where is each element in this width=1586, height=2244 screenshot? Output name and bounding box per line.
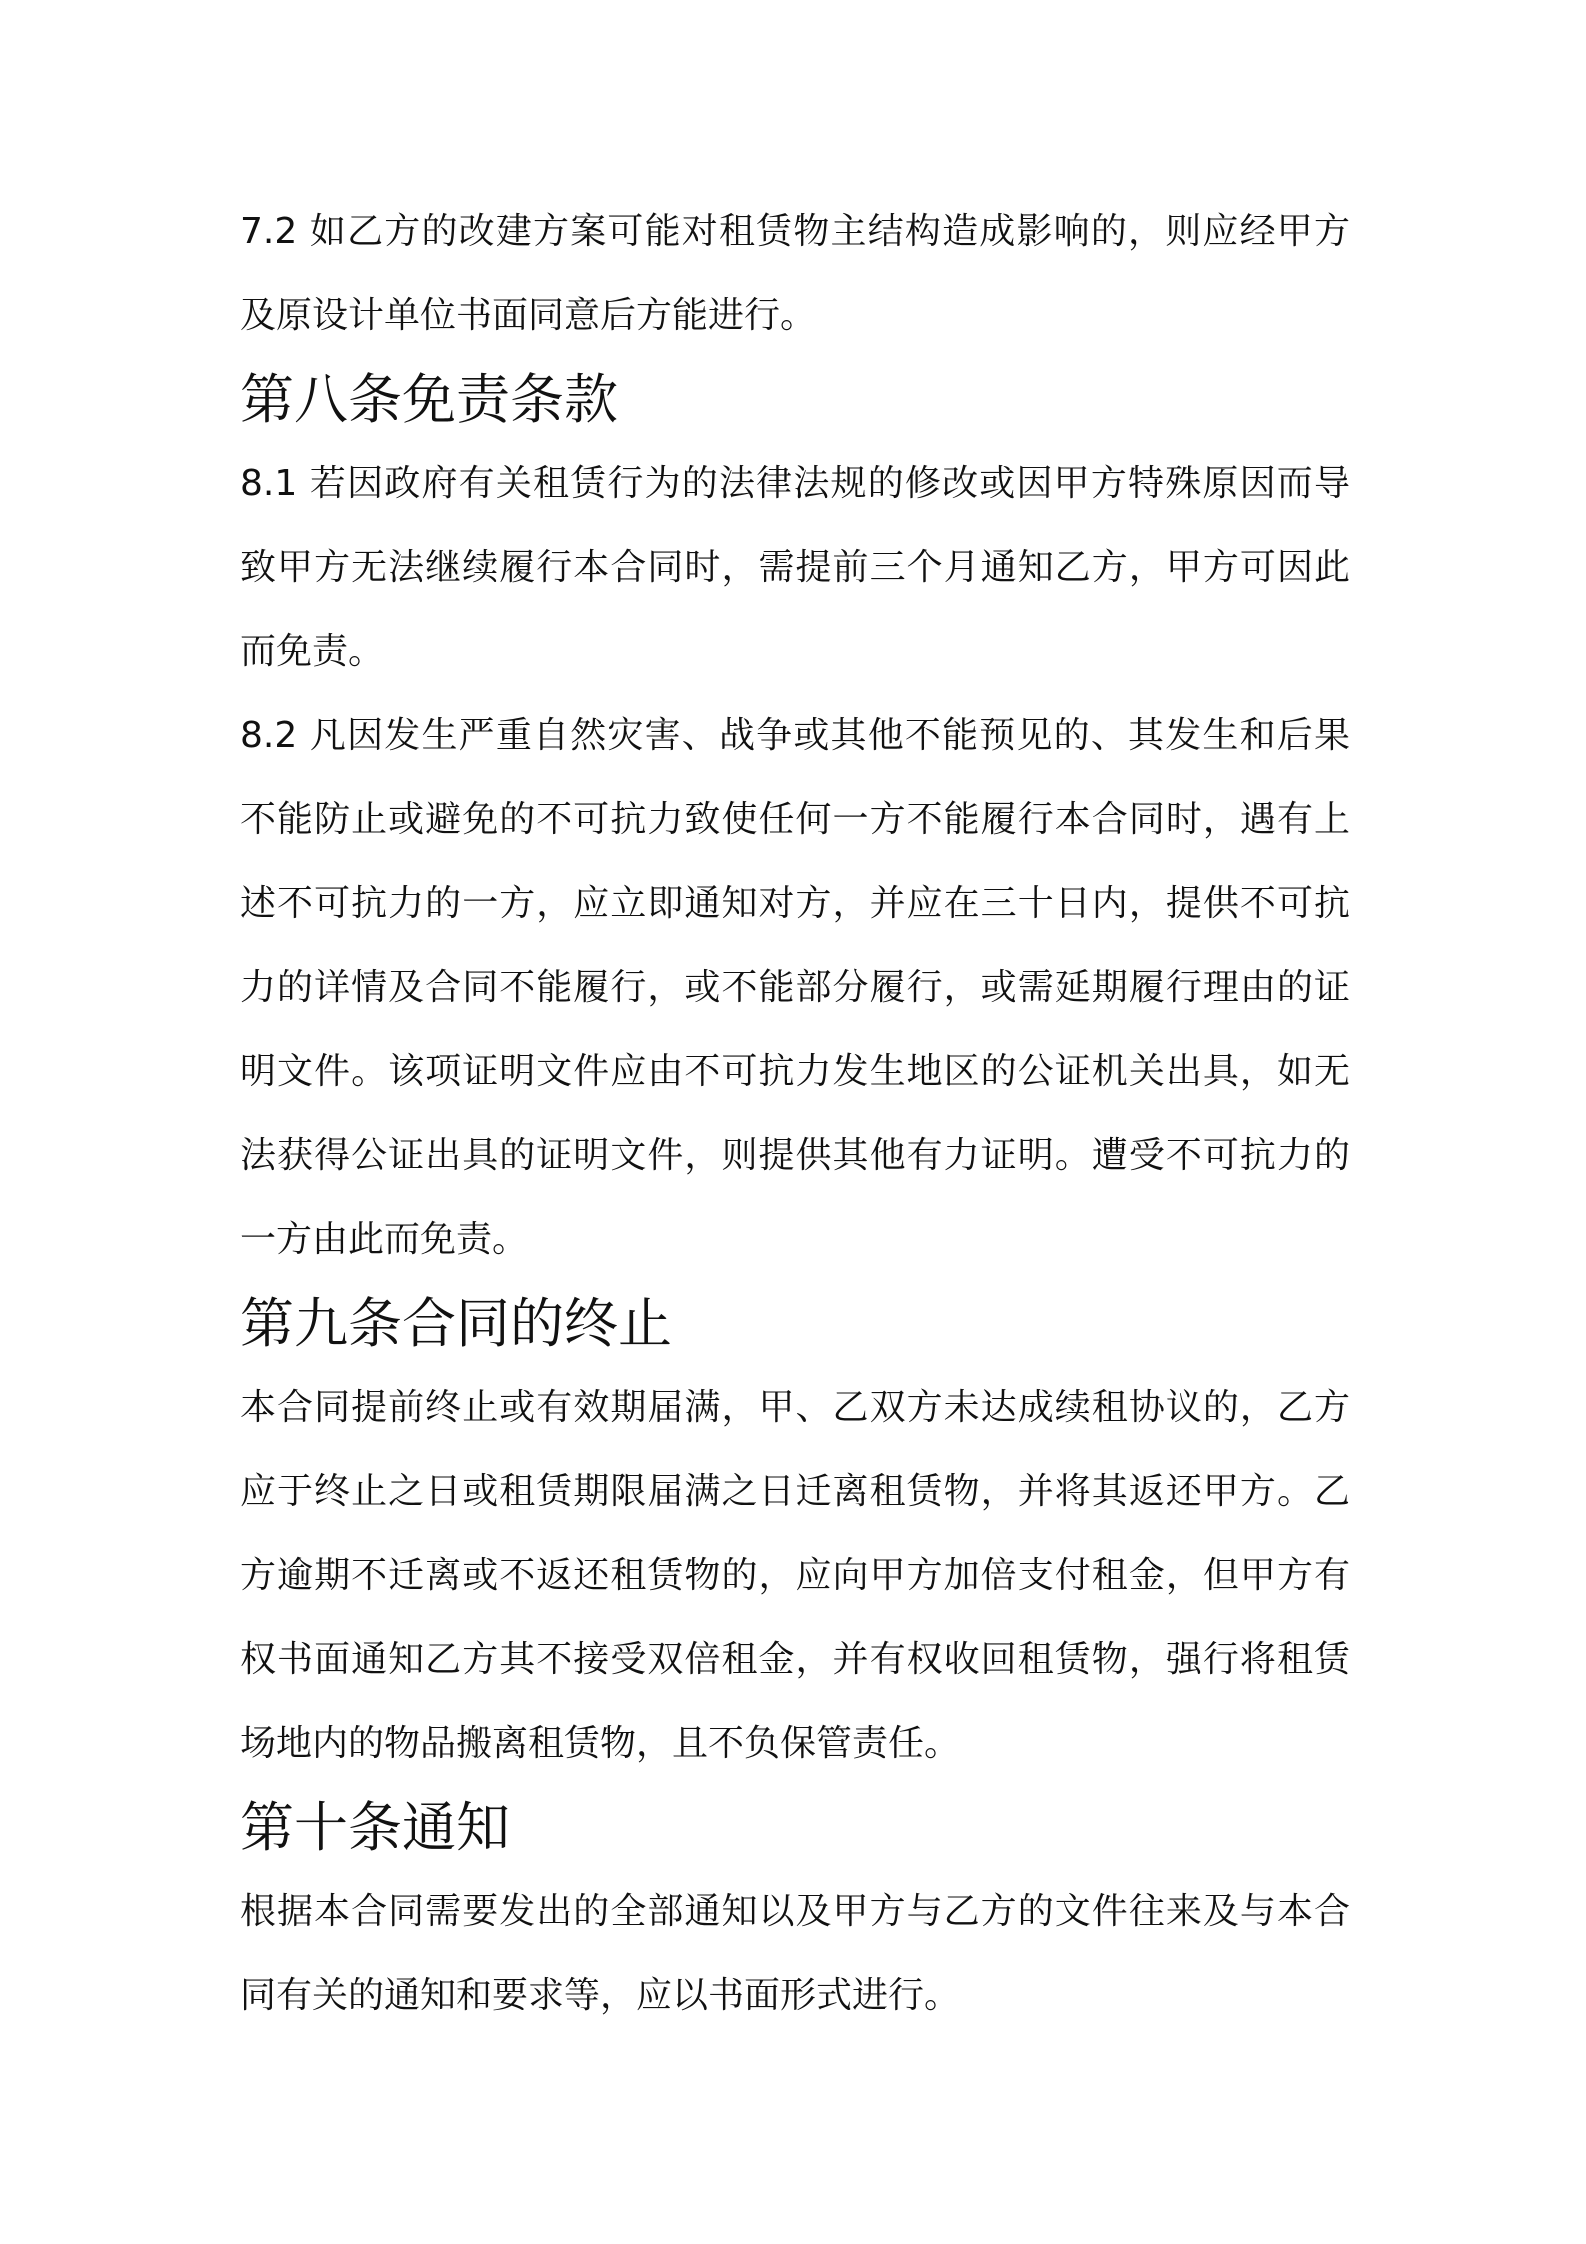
clause-8-2: 8.2 凡因发生严重自然灾害、战争或其他不能预见的、其发生和后果不能防止或避免的不可抗力致使任何一方不能履行本合同时，遇有上述不可抗力的一方，应立即通知对方，并应在三十日内，提供不可抗力的详情及合同不能履行，或不能部分履行，或需延期履行理由的证明文件。该项证明文件应由不可抗力发生地区的公证机关出具，如无法获得公证出具的证明文件，则提供其他有力证明。遭受不可抗力的一方由此而免责。 (240, 715, 1350, 1260)
section-heading-9: 第九条合同的终止 (240, 1292, 672, 1355)
section-heading-8: 第八条免责条款 (240, 368, 618, 431)
clause-10-body: 根据本合同需要发出的全部通知以及甲方与乙方的文件往来及与本合同有关的通知和要求等，应以书面形式进行。 (240, 1891, 1350, 2016)
section-heading-10: 第十条通知 (240, 1796, 510, 1859)
clause-7-2: 7.2 如乙方的改建方案可能对租赁物主结构造成影响的，则应经甲方及原设计单位书面同意后方能进行。 (240, 211, 1350, 336)
clause-8-1: 8.1 若因政府有关租赁行为的法律法规的修改或因甲方特殊原因而导致甲方无法继续履行本合同时，需提前三个月通知乙方，甲方可因此而免责。 (240, 463, 1350, 672)
document-page (240, 190, 1350, 2038)
clause-9-body: 本合同提前终止或有效期届满，甲、乙双方未达成续租协议的，乙方应于终止之日或租赁期限届满之日迁离租赁物，并将其返还甲方。乙方逾期不迁离或不返还租赁物的，应向甲方加倍支付租金，但甲方有权书面通知乙方其不接受双倍租金，并有权收回租赁物，强行将租赁场地内的物品搬离租赁物，且不负保管责任。 (240, 1387, 1350, 1764)
